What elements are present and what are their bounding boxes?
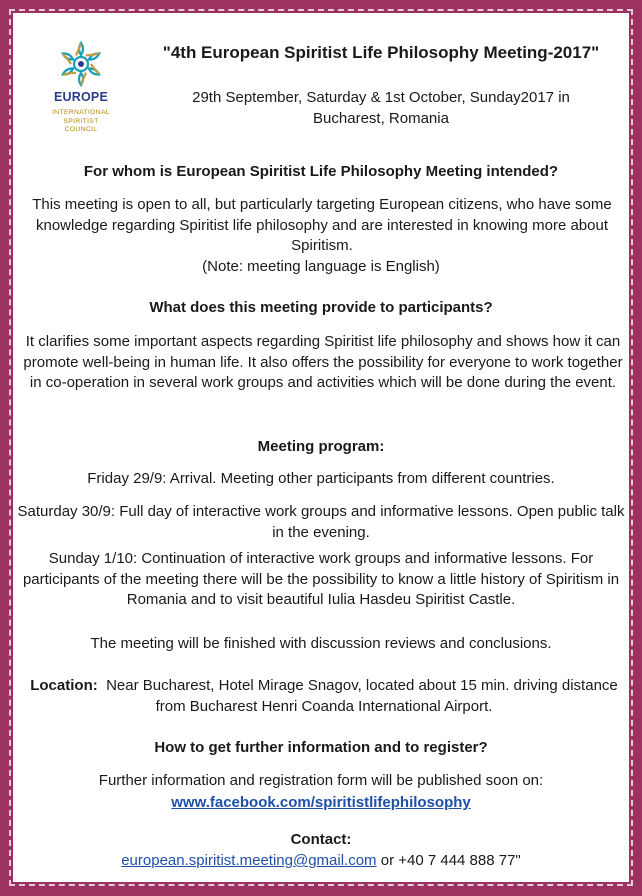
email-link[interactable]: european.spiritist.meeting@gmail.com [121,852,377,869]
contact-heading: Contact: [290,831,352,848]
info-body: Further information and registration form will be published soon on: [98,772,544,789]
phone-text: or +40 7 444 888 77" [376,852,521,869]
flyer-page [13,13,629,882]
whom-note: (Note: meeting language is English) [202,258,440,275]
logo-line2: SPIRITIST [63,117,99,125]
star-logo-icon [58,41,104,87]
dates-line2: Bucharest, Romania [313,110,449,127]
location-label: Location: [30,677,98,694]
program-saturday: Saturday 30/9: Full day of interactive work groups and informative lessons. Open public talk in the evening. [17,503,625,541]
event-title: "4th European Spiritist Life Philosophy Meeting-2017" [162,43,600,62]
dates-line1: 29th September, Saturday & 1st October, Sunday2017 in [192,89,570,106]
event-dates [133,87,629,129]
info-heading: How to get further information and to register? [154,739,488,756]
contact-line [13,851,629,872]
program-friday: Friday 29/9: Arrival. Meeting other participants from different countries. [87,470,555,487]
location-body: Near Bucharest, Hotel Mirage Snagov, located about 15 min. driving distance from Bucharest Henri Coanda International Airport. [106,677,618,715]
whom-heading: For whom is European Spiritist Life Philosophy Meeting intended? [83,163,559,180]
whom-body: This meeting is open to all, but particularly targeting European citizens, who have some knowledge regarding Spiritist life philosophy and are interested in knowing more about Spiritism. [32,196,612,254]
facebook-link[interactable]: www.facebook.com/spiritistlifephilosophy [171,794,471,811]
provide-heading: What does this meeting provide to participants? [149,299,493,316]
logo-region: EUROPE [54,90,108,104]
facebook-link-line [13,793,629,814]
logo-council-name [31,109,131,135]
logo-line1: INTERNATIONAL [52,109,110,116]
closing-text: The meeting will be finished with discussion reviews and conclusions. [90,635,552,652]
location-info [29,676,619,717]
program-heading: Meeting program: [257,438,385,455]
organization-logo [31,41,131,135]
provide-body: It clarifies some important aspects regarding Spiritist life philosophy and shows how it can promote well-being in human life. It also offers the possibility for everyone to work together in co-operation in several work groups and activities which will be done during the event. [23,333,623,391]
program-sunday: Sunday 1/10: Continuation of interactive work groups and informative lessons. For participants of the meeting there will be the possibility to know a little history of Spiritism in Romania and to visit beautiful Iulia Hasdeu Spiritist Castle. [22,550,620,608]
logo-line3: COUNCIL [64,126,98,133]
